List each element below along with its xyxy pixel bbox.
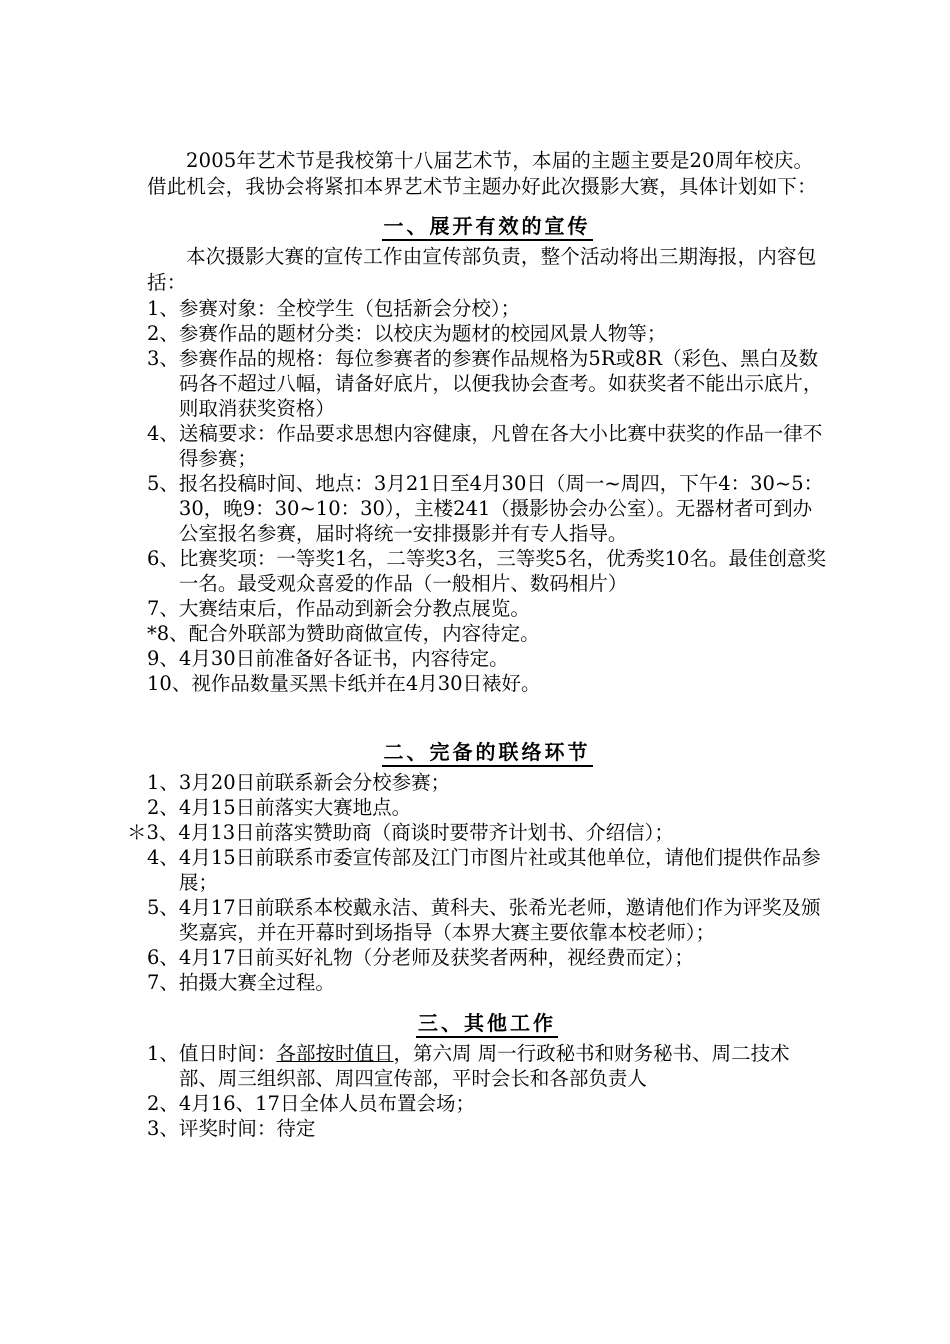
section1-lead: 本次摄影大赛的宣传工作由宣传部负责，整个活动将出三期海报，内容包括： [147,245,817,294]
list-item: 7、 拍摄大赛全过程。 [147,971,335,994]
section2-list [127,770,827,995]
document-body [127,148,827,1141]
duty-detail: ，第六周 周一行政秘书和财务秘书、周二技术部、周三组织部、周四宣传部，平时会长和各部负责人 [178,1042,790,1090]
list-item: 1、 值日时间：各部按时值日，第六周 周一行政秘书和财务秘书、周二技术部、周三组织部、周四宣传部，平时会长和各部负责人 [147,1042,790,1090]
list-item: 3、 参赛作品的规格：每位参赛者的参赛作品规格为5R或8R（彩色、黑白及数码各不超过八幅，请备好底片，以便我协会查考。如获奖者不能出示底片，则取消获奖资格） [147,347,823,420]
list-item: 4、 送稿要求：作品要求思想内容健康，凡曾在各大小比赛中获奖的作品一律不得参赛； [147,422,823,470]
list-item: 2、 4月16、17日全体人员布置会场； [147,1092,475,1115]
list-item: 4、 4月15日前联系市委宣传部及江门市图片社或其他单位，请他们提供作品参展； [147,846,821,894]
list-item: *8、 配合外联部为赞助商做宣传，内容待定。 [147,622,540,645]
duty-label: 值日时间： [178,1042,277,1065]
section3-list [147,1041,827,1141]
list-item: 1、 参赛对象：全校学生（包括新会分校）； [147,297,521,320]
list-item: ＊3、 4月13日前落实赞助商（商谈时要带齐计划书、介绍信）； [127,821,674,844]
list-item: 5、 报名投稿时间、地点：3月21日至4月30日（周一~周四，下午4：30~5：30，晚9：30~10：30），主楼241（摄影协会办公室）。无器材者可到办公室报名参赛，届时将统一安排摄影并有专人指导。 [147,472,824,545]
list-item: 2、 参赛作品的题材分类：以校庆为题材的校园风景人物等； [147,322,667,345]
list-item: 2、 4月15日前落实大赛地点。 [147,796,412,819]
list-item: 3、 评奖时间：待定 [147,1117,316,1140]
list-item: 10、 视作品数量买黑卡纸并在4月30日裱好。 [147,672,541,695]
list-item: 9、 4月30日前准备好各证书，内容待定。 [147,647,509,670]
list-item: 5、 4月17日前联系本校戴永洁、黄科夫、张希光老师，邀请他们作为评奖及颁奖嘉宾，并在开幕时到场指导（本界大赛主要依靠本校老师）； [147,896,821,944]
section-heading-publicity: 一、展开有效的宣传 [147,212,827,240]
underlined-phrase: 各部按时值日 [276,1042,394,1065]
list-item: 1、 3月20日前联系新会分校参赛； [147,771,451,794]
section-heading-liaison: 二、完备的联络环节 [147,738,827,766]
list-item: 7、 大赛结束后，作品动到新会分教点展览。 [147,597,530,620]
section1-list [147,296,827,696]
list-item: 6、 比赛奖项：一等奖1名，二等奖3名，三等奖5名，优秀奖10名。最佳创意奖一名。最受观众喜爱的作品（一般相片、数码相片） [147,547,826,595]
intro-paragraph: 2005年艺术节是我校第十八届艺术节，本届的主题主要是20周年校庆。借此机会，我协会将紧扣本界艺术节主题办好此次摄影大赛，具体计划如下： [147,149,817,198]
section-heading-other: 三、其他工作 [147,1009,827,1037]
list-item: 6、 4月17日前买好礼物（分老师及获奖者两种，视经费而定）； [147,946,694,969]
